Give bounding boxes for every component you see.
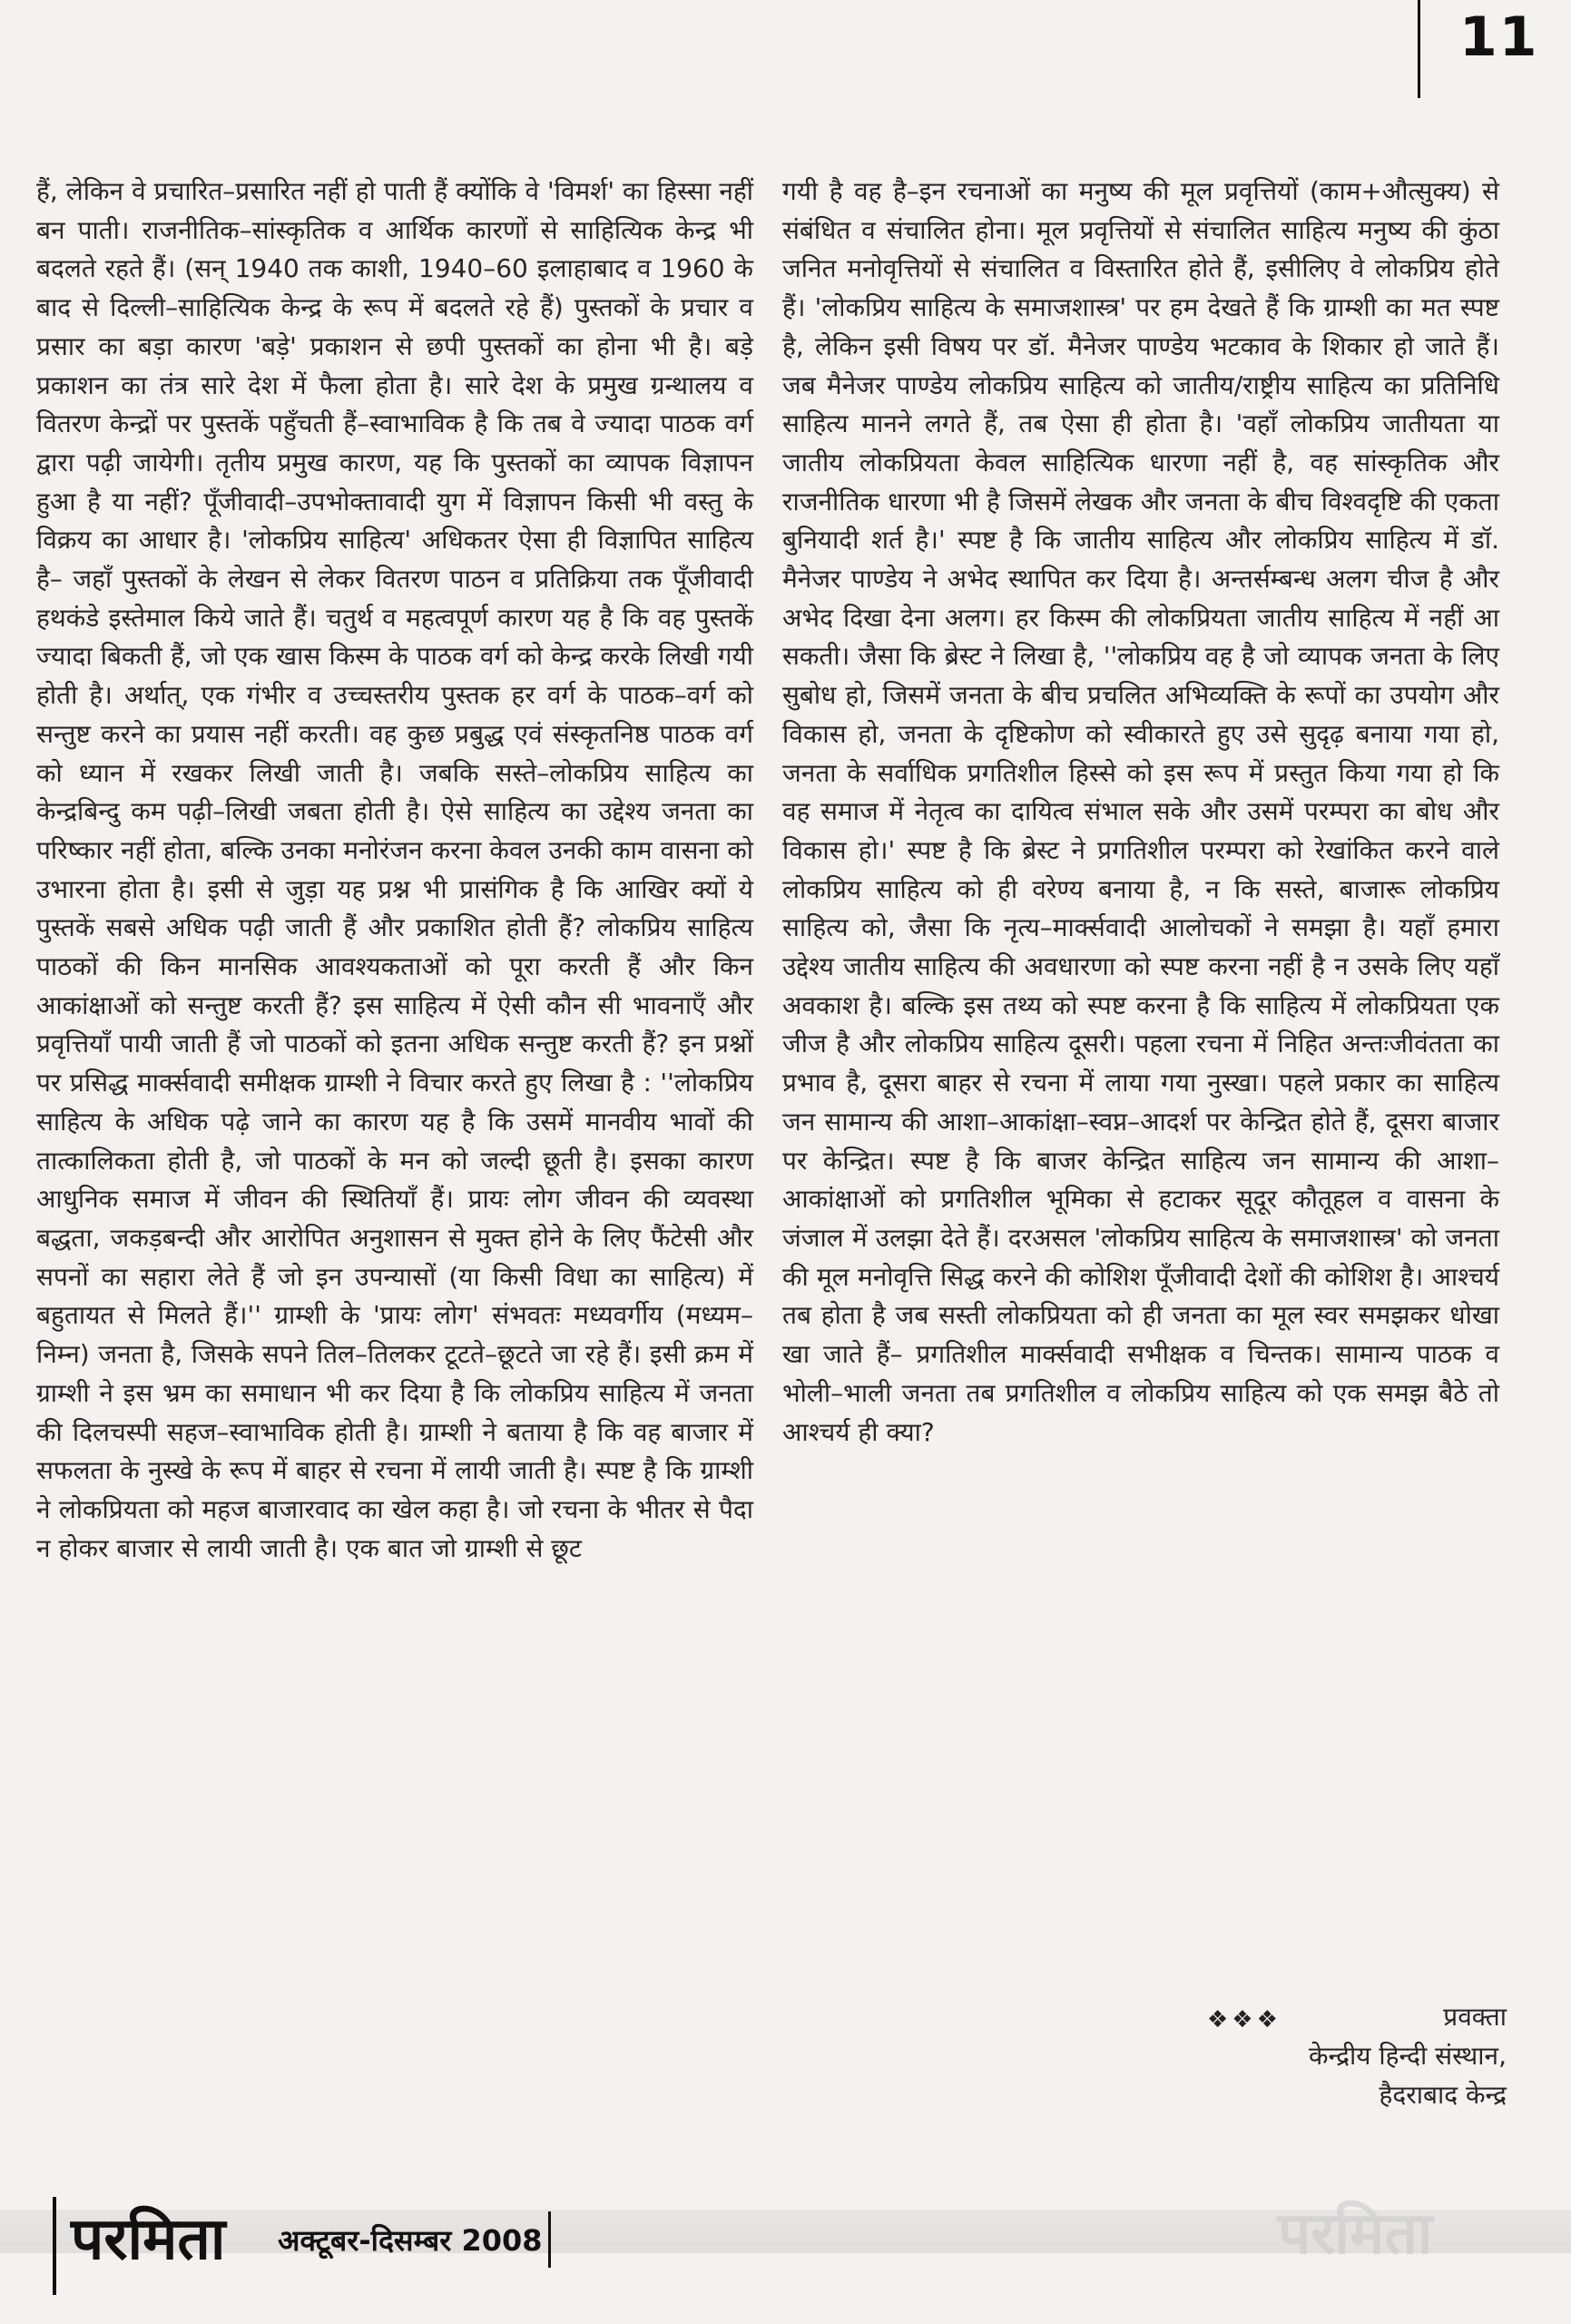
footer-rule-mid — [548, 2211, 551, 2268]
page-number: 11 — [1459, 5, 1539, 69]
issue-date: अक्टूबर-दिसम्बर 2008 — [278, 2223, 543, 2258]
author-designation: प्रवक्ता — [1443, 2002, 1507, 2032]
left-column — [36, 172, 753, 1568]
ornament-diamonds: ❖❖❖ — [1207, 2006, 1281, 2034]
author-center: हैदराबाद केन्द्र — [1379, 2080, 1507, 2110]
footer-rule-left — [53, 2197, 56, 2295]
right-column — [782, 172, 1499, 1452]
author-institution: केन्द्रीय हिन्दी संस्थान, — [1308, 2041, 1507, 2071]
right-column-text: गयी है वह है–इन रचनाओं का मनुष्य की मूल प्रवृत्तियों (काम+औत्सुक्य) से संबंधित व संचालित होना। मूल प्रवृत्तियों से संचालित साहित्य मनुष्य की कुंठा जनित मनोवृत्तियों से संचालित व विस्तारित होते हैं, इसीलिए वे लोकप्रिय होते हैं। 'लोकप्रिय साहित्य के समाजशास्त्र' पर हम देखते हैं कि ग्राम्शी का मत स्पष्ट है, लेकिन इसी विषय पर डॉ. मैनेजर पाण्डेय भटकाव के शिकार हो जाते हैं। जब मैनेजर पाण्डेय लोकप्रिय साहित्य को जातीय/राष्ट्रीय साहित्य का प्रतिनिधि साहित्य मानने लगते हैं, तब ऐसा ही होता है। 'वहाँ लोकप्रिय जातीयता या जातीय लोकप्रियता केवल साहित्यिक धारणा नहीं है, वह सांस्कृतिक और राजनीतिक धारणा भी है जिसमें लेखक और जनता के बीच विश्वदृष्टि की एकता बुनियादी शर्त है।' स्पष्ट है कि जातीय साहित्य और लोकप्रिय साहित्य में डॉ. मैनेजर पाण्डेय ने अभेद स्थापित कर दिया है। अन्तर्सम्बन्ध अलग चीज है और अभेद दिखा देना अलग। हर किस्म की लोकप्रियता जातीय साहित्य में नहीं आ सकती। जैसा कि ब्रेस्ट ने लिखा है, ''लोकप्रिय वह है जो व्यापक जनता के लिए सुबोध हो, जिसमें जनता के बीच प्रचलित अभिव्यक्ति के रूपों का उपयोग और विकास हो, जनता के दृष्टिकोण को स्वीकारते हुए उसे सुदृढ़ बनाया गया हो, जनता के सर्वाधिक प्रगतिशील हिस्से को इस रूप में प्रस्तुत किया गया हो कि वह समाज में नेतृत्व का दायित्व संभाल सके और उसमें परम्परा का बोध और विकास हो।' स्पष्ट है कि ब्रेस्ट ने प्रगतिशील परम्परा को रेखांकित करने वाले लोकप्रिय साहित्य को ही वरेण्य बनाया है, न कि सस्ते, बाजारू लोकप्रिय साहित्य को, जैसा कि नृत्य–मार्क्सवादी आलोचकों ने समझा है। यहाँ हमारा उद्देश्य जातीय साहित्य की अवधारणा को स्पष्ट करना नहीं है न उसके लिए यहाँ अवकाश है। बल्कि इस तथ्य को स्पष्ट करना है कि साहित्य में लोकप्रियता एक जीज है और लोकप्रिय साहित्य दूसरी। पहला रचना में निहित अन्तःजीवंतता का प्रभाव है, दूसरा बाहर से रचना में लाया गया नुस्खा। पहले प्रकार का साहित्य जन सामान्य की आशा–आकांक्षा–स्वप्न–आदर्श पर केन्द्रित होते हैं, दूसरा बाजार पर केन्द्रित। स्पष्ट है कि बाजर केन्द्रित साहित्य जन सामान्य की आशा– आकांक्षाओं को प्रगतिशील भूमिका से हटाकर सूदूर कौतूहल व वासना के जंजाल में उलझा देते हैं। दरअसल 'लोकप्रिय साहित्य के समाजशास्त्र' को जनता की मूल मनोवृत्ति सिद्ध करने की कोशिश पूँजीवादी देशों की कोशिश है। आश्चर्य तब होता है जब सस्ती लोकप्रियता को ही जनता का मूल स्वर समझकर धोखा खा जाते हैं– प्रगतिशील मार्क्सवादी सभीक्षक व चिन्तक। सामान्य पाठक व भोली–भाली जनता तब प्रगतिशील व लोकप्रिय साहित्य को एक समझ बैठे तो आश्चर्य ही क्या? — [782, 176, 1499, 1447]
magazine-name: परमिता — [71, 2206, 226, 2273]
show-through-text: परमिता — [1278, 2201, 1433, 2268]
header-rule — [1418, 0, 1420, 98]
author-signoff — [1207, 1997, 1507, 2114]
left-column-text: हैं, लेकिन वे प्रचारित–प्रसारित नहीं हो पाती हैं क्योंकि वे 'विमर्श' का हिस्सा नहीं बन पाती। राजनीतिक–सांस्कृतिक व आर्थिक कारणों से साहित्यिक केन्द्र भी बदलते रहते हैं। (सन् 1940 तक काशी, 1940–60 इलाहाबाद व 1960 के बाद से दिल्ली–साहित्यिक केन्द्र के रूप में बदलते रहे हैं) पुस्तकों के प्रचार व प्रसार का बड़ा कारण 'बड़े' प्रकाशन से छपी पुस्तकों का होना भी है। बड़े प्रकाशन का तंत्र सारे देश में फैला होता है। सारे देश के प्रमुख ग्रन्थालय व वितरण केन्द्रों पर पुस्तकें पहुँचती हैं–स्वाभाविक है कि तब वे ज्यादा पाठक वर्ग द्वारा पढ़ी जायेगी। तृतीय प्रमुख कारण, यह कि पुस्तकों का व्यापक विज्ञापन हुआ है या नहीं? पूँजीवादी–उपभोक्तावादी युग में विज्ञापन किसी भी वस्तु के विक्रय का आधार है। 'लोकप्रिय साहित्य' अधिकतर ऐसा ही विज्ञापित साहित्य है– जहाँ पुस्तकों के लेखन से लेकर वितरण पाठन व प्रतिक्रिया तक पूँजीवादी हथकंडे इस्तेमाल किये जाते हैं। चतुर्थ व महत्वपूर्ण कारण यह है कि वह पुस्तकें ज्यादा बिकती हैं, जो एक खास किस्म के पाठक वर्ग को केन्द्र करके लिखी गयी होती है। अर्थात्, एक गंभीर व उच्चस्तरीय पुस्तक हर वर्ग के पाठक–वर्ग को सन्तुष्ट करने का प्रयास नहीं करती। वह कुछ प्रबुद्ध एवं संस्कृतनिष्ठ पाठक वर्ग को ध्यान में रखकर लिखी जाती है। जबकि सस्ते–लोकप्रिय साहित्य का केन्द्रबिन्दु कम पढ़ी–लिखी जबता होती है। ऐसे साहित्य का उद्देश्य जनता का परिष्कार नहीं होता, बल्कि उनका मनोरंजन करना केवल उनकी काम वासना को उभारना होता है। इसी से जुड़ा यह प्रश्न भी प्रासंगिक है कि आखिर क्यों ये पुस्तकें सबसे अधिक पढ़ी जाती हैं और प्रकाशित होती हैं? लोकप्रिय साहित्य पाठकों की किन मानसिक आवश्यकताओं को पूरा करती हैं और किन आकांक्षाओं को सन्तुष्ट करती हैं? इस साहित्य में ऐसी कौन सी भावनाएँ और प्रवृत्तियाँ पायी जाती हैं जो पाठकों को इतना अधिक सन्तुष्ट करती हैं? इन प्रश्नों पर प्रसिद्ध मार्क्सवादी समीक्षक ग्राम्शी ने विचार करते हुए लिखा है : ''लोकप्रिय साहित्य के अधिक पढ़े जाने का कारण यह है कि उसमें मानवीय भावों की तात्कालिकता होती है, जो पाठकों के मन को जल्दी छूती है। इसका कारण आधुनिक समाज में जीवन की स्थितियाँ हैं। प्रायः लोग जीवन की व्यवस्था बद्धता, जकड़बन्दी और आरोपित अनुशासन से मुक्त होने के लिए फैंटेसी और सपनों का सहारा लेते हैं जो इन उपन्यासों (या किसी विधा का साहित्य) में बहुतायत से मिलते हैं।'' ग्राम्शी के 'प्रायः लोग' संभवतः मध्यवर्गीय (मध्यम–निम्न) जनता है, जिसके सपने तिल–तिलकर टूटते–छूटते जा रहे हैं। इसी क्रम में ग्राम्शी ने इस भ्रम का समाधान भी कर दिया है कि लोकप्रिय साहित्य में जनता की दिलचस्पी सहज–स्वाभाविक होती है। ग्राम्शी ने बताया है कि वह बाजार में सफलता के नुस्खे के रूप में बाहर से रचना में लायी जाती है। स्पष्ट है कि ग्राम्शी ने लोकप्रियता को महज बाजारवाद का खेल कहा है। जो रचना के भीतर से पैदा न होकर बाजार से लायी जाती है। एक बात जो ग्राम्शी से छूट — [36, 176, 753, 1563]
